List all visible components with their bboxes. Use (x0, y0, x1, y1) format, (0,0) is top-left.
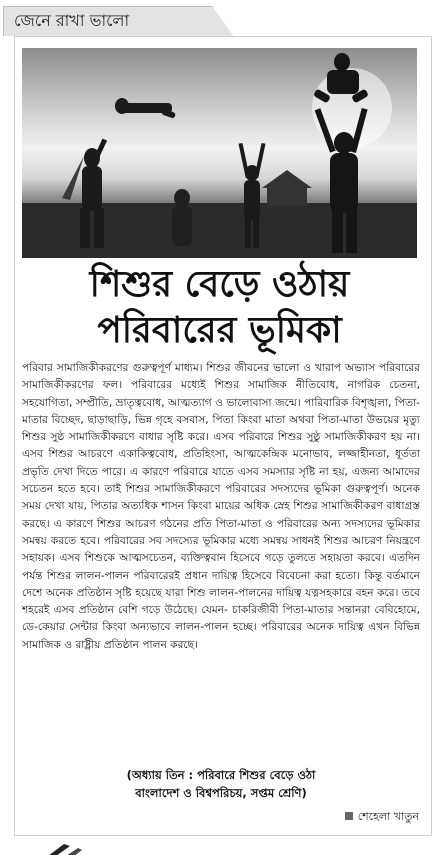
corner-brush-mark (46, 842, 86, 855)
bullet-square-icon (345, 812, 353, 820)
article-body: পরিবার সামাজিকীকরণের গুরুত্বপূর্ণ মাধ্যম। শিশুর জীবনের ভালো ও খারাপ অভ্যাস পরিবারের সামাজিকীকরণের ফল। পরিবারের মধ্যেই শিশুর সামাজিক নীতিবোধ, নাগরিক চেতনা, সহযোগিতা, সম্প্রীতি, ভ্রাতৃত্ববোধ, আত্মত্যাগ ও ভালোবাসা জন্মে। পারিবারিক বিশৃঙ্খলা, পিতা-মাতার বিচ্ছেদ, ছাড়াছাড়ি, ভিন্ন গৃহে বসবাস, পিতা কিংবা মাতা অথবা পিতা-মাতা উভয়ের মৃত্যু শিশুর সুষ্ঠ সামাজিকীকরণে বাধার সৃষ্টি করে। এসব পরিবারে শিশুর সুষ্ঠু সামাজিকীকরণ হয় না। এসব শিশুর আচরণে একাকিত্ববোধ, প্রতিহিংসা, আত্মকেন্দ্রিক মনোভাব, লজ্জাহীনতা, ধূর্ততা প্রভৃতি দেখা দিতে পারে। এ কারণে পরিবারে যাতে এসব সমস্যার সৃষ্টি না হয়, এজন্য আমাদের সচেতন হতে হবে। তাই শিশুর সামাজিকীকরণে পরিবারের সদস্যদের ভূমিকা গুরুত্বপূর্ণ। অনেক সময় দেখা যায়, পিতার অত্যধিক শাসন কিংবা মায়ের অধিক স্নেহ শিশুর সামাজিকীকরণ বাধাগ্রস্ত করছে। এ কারণে শিশুর আচরণ গঠনের প্রতি পিতা-মাতা ও পরিবারের অন্য সদস্যদের ভূমিকার সমন্বয় করতে হবে। পরিবারের সব সদস্যের ভূমিকার মধ্যে সমন্বয় সাধনই শিশুর আচরণ নিয়ন্ত্রণে সহায়ক। এসব শিশুকে আত্মসচেতন, ব্যক্তিত্ববান হিসেবে গড়ে তুলতে সহায়তা করবে। এতদিন পর্যন্ত শিশুর লালন-পালন পরিবারেরই প্রধান দায়িত্ব হিসেবে বিবেচনা করা হতো। কিন্তু বর্তমানে দেশে অনেক প্রতিষ্ঠান সৃষ্টি হয়েছে যারা শিশু লালন-পালনের দায়িত্ব যত্নসহকারে বহন করে। তবে শহরেই এসব প্রতিষ্ঠান বেশি গড়ে উঠেছে। যেমন- চাকরিজীবী পিতা-মাতার সন্তানরা বেবিহোমে, ডে-কেয়ার সেন্টার কিংবা অন্যভাবে লালন-পালন হচ্ছে। পরিবারের অনেক দায়িত্ব এখন বিভিন্ন সামাজিক ও রাষ্ট্রীয় প্রতিষ্ঠান পালন করছে। (22, 362, 420, 651)
article-photo (22, 48, 417, 258)
family-silhouette-image (22, 48, 417, 258)
author-name: শেহেলা খাতুন (357, 810, 419, 823)
article-title-line1: শিশুর বেড়ে ওঠায় (89, 263, 350, 305)
article-source-line1: (অধ্যায় তিন : পরিবারে শিশুর বেড়ে ওঠা (126, 768, 316, 782)
article-source-line2: বাংলাদেশ ও বিশ্বপরিচয়, সপ্তম শ্রেণি) (135, 786, 307, 800)
section-tab: জেনে রাখা ভালো (3, 6, 213, 36)
article-title-line2: পরিবারের ভূমিকা (97, 309, 342, 351)
author-byline (345, 808, 419, 827)
